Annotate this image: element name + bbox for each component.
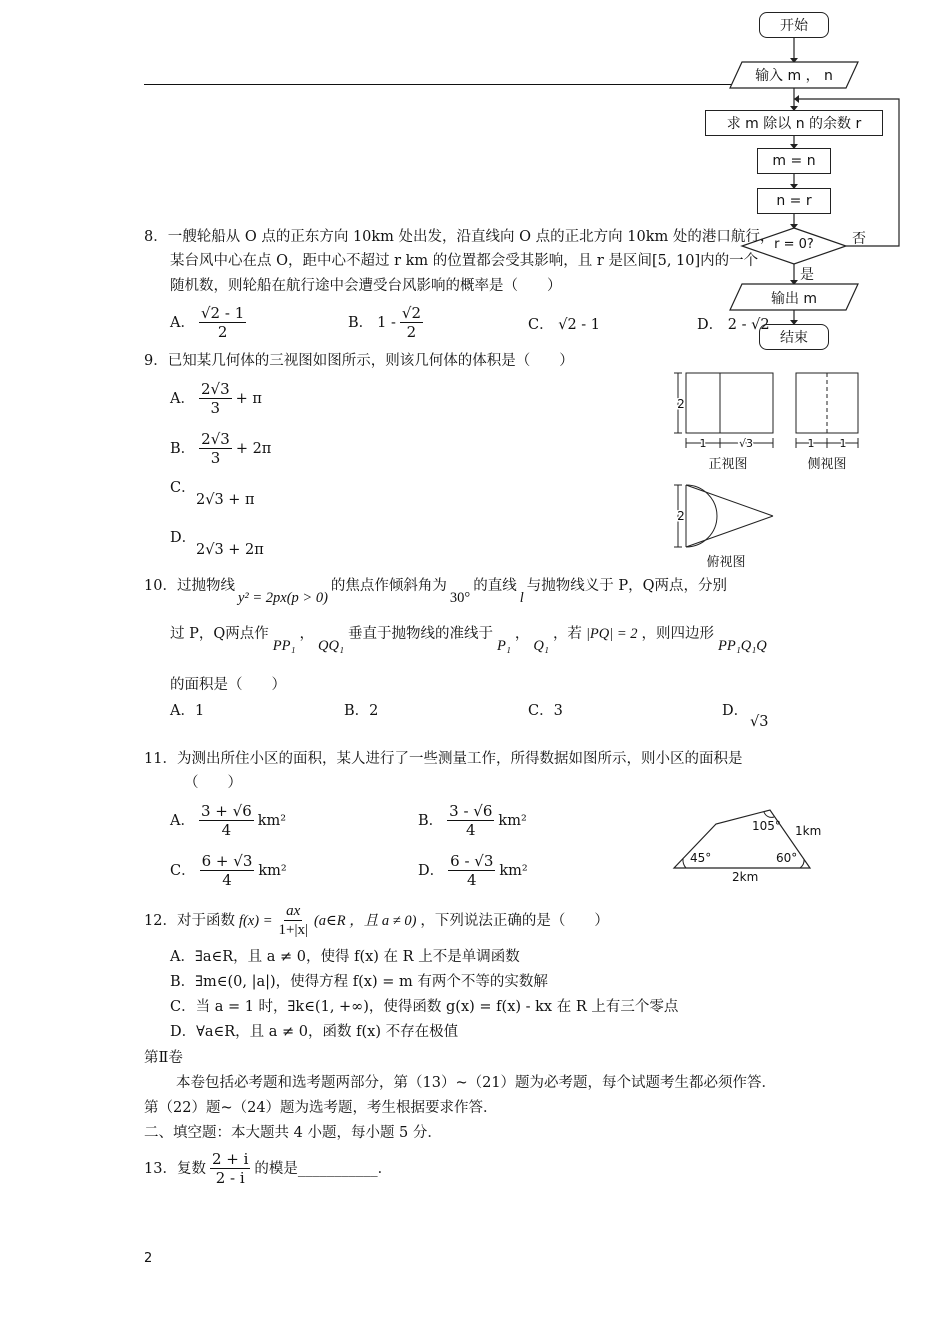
section-fill-in-blank: 二、填空题：本大题共 4 小题，每小题 5 分． (144, 1125, 442, 1141)
q9-option-c: 2√3 + π (196, 492, 255, 508)
q12-stem: 12．对于函数 f(x) = $\frac{ax}{1+|x|}$ (a∈R ，且 a ≠ 0) ，下列说法正确的是（ ） (144, 903, 609, 938)
flowchart-no-label: 否 (852, 231, 866, 247)
flowchart-step-n: n = r (757, 188, 831, 214)
q11-option-b: B． $\frac{3 - √6}{4}$ km² (418, 802, 527, 839)
q11-option-a: A． $\frac{3 + √6}{4}$ km² (170, 802, 287, 839)
q12-option-b: B．∃m∈(0, |a|)，使得方程 f(x) = m 有两个不等的实数解 (170, 974, 548, 990)
q11-option-d-fraction: $\frac{6 - √3}{4}$ (450, 852, 494, 889)
q11-angle-45: 45° (690, 851, 712, 865)
q9-side-width-1b: 1 (839, 437, 847, 450)
flowchart-start: 开始 (759, 12, 829, 38)
flowchart-condition: r = 0? (774, 237, 814, 252)
q10-parabola-eq: y² = 2px(p > 0) (237, 590, 328, 606)
q12-option-d: D．∀a∈R，且 a ≠ 0，函数 f(x) 不存在极值 (170, 1024, 459, 1040)
q8-option-d: D． 2 - √2 (697, 317, 770, 333)
q10-line-l: l (519, 590, 524, 606)
q12-function-fraction: $\frac{ax}{1+|x|}$ (278, 903, 308, 938)
flowchart-output: 输出 m (770, 291, 818, 307)
part2-title: 第Ⅱ卷 (144, 1050, 183, 1066)
q10-option-c: C．3 (528, 703, 563, 719)
q9-three-views (668, 365, 868, 580)
q9-front-width-sqrt3: √3 (738, 437, 754, 450)
q10-option-a: A．1 (170, 703, 205, 719)
q8-line2: 某台风中心在点 O，距中心不超过 r km 的位置都会受其影响，且 r 是区间[5, 10]内的一个 (170, 253, 759, 269)
q11-option-c-fraction: $\frac{6 + √3}{4}$ (201, 852, 253, 889)
q9-front-width-1: 1 (699, 437, 707, 450)
q11-quadrilateral-figure (668, 800, 833, 890)
q9-stem: 9．已知某几何体的三视图如图所示，则该几何体的体积是（ ） (144, 353, 574, 369)
q9-top-view-label: 俯视图 (706, 555, 746, 570)
q9-option-d-label: D． (170, 530, 197, 546)
q10-angle: 30° (449, 590, 471, 606)
q10-line3: 的面积是（ ） (170, 677, 286, 693)
q11-paren: （ ） (184, 775, 242, 791)
q11-angle-105: 105° (752, 819, 781, 833)
q10-option-d-label: D． (722, 703, 749, 719)
q11-option-d: D． $\frac{6 - √3}{4}$ km² (418, 852, 528, 889)
q11-option-b-fraction: $\frac{3 - √6}{4}$ (449, 802, 493, 839)
flowchart-step-remainder: 求 m 除以 n 的余数 r (705, 110, 883, 136)
q11-option-c: C． $\frac{6 + √3}{4}$ km² (170, 852, 287, 889)
q8-line3: 随机数，则轮船在航行途中会遭受台风影响的概率是（ ） (170, 278, 562, 294)
q12-option-a: A．∃a∈R，且 a ≠ 0，使得 f(x) 在 R 上不是单调函数 (170, 949, 520, 965)
q10-option-b: B．2 (344, 703, 379, 719)
q9-option-a-fraction: $\frac{2√3}{3}$ (200, 380, 230, 417)
q8-option-a: A． $\frac{√2 - 1}{2}$ (170, 304, 245, 341)
q10-option-d: √3 (750, 714, 769, 730)
q8-option-a-fraction: $\frac{√2 - 1}{2}$ (200, 304, 245, 341)
q12-option-c: C．当 a = 1 时，∃k∈(1, +∞)，使得函数 g(x) = f(x) - kx 在 R 上有三个零点 (170, 999, 679, 1015)
q13-complex-fraction: $\frac{2 + i}{2 - i}$ (211, 1150, 249, 1187)
q9-top-height: 2 (677, 509, 685, 523)
flowchart-step-m: m = n (757, 148, 831, 174)
q10-line2: 过 P，Q两点作 PP₁ ， QQ₁ 垂直于抛物线的准线于 P₁ ， Q₁ ，若 |PQ| = 2 ，则四边形 PP₁Q₁Q (170, 626, 767, 654)
flowchart-yes-label: 是 (800, 267, 814, 283)
q8-option-b-fraction: $\frac{√2}{2}$ (401, 304, 421, 341)
q9-front-view-label: 正视图 (708, 457, 748, 472)
q11-side-1km: 1km (795, 824, 822, 838)
q11-option-a-fraction: $\frac{3 + √6}{4}$ (200, 802, 252, 839)
q9-side-width-1a: 1 (807, 437, 815, 450)
flowchart-input: 输入 m ， n (755, 68, 833, 84)
part2-desc-1: 本卷包括必考题和选考题两部分，第（13）~（21）题为必考题，每个试题考生都必须作答． (176, 1075, 777, 1091)
q11-stem: 11．为测出所住小区的面积，某人进行了一些测量工作，所得数据如图所示，则小区的面积是 (144, 751, 743, 767)
q13: 13．复数 $\frac{2 + i}{2 - i}$ 的模是___________． (144, 1150, 393, 1187)
q10-line1: 10．过抛物线 y² = 2px(p > 0) 的焦点作倾斜角为 30° 的直线 l 与抛物线义于 P，Q两点，分别 (144, 578, 728, 606)
q9-option-a: A． $\frac{2√3}{3}$ + π (170, 380, 262, 417)
q8-option-b: B． 1 - $\frac{√2}{2}$ (348, 304, 421, 341)
q8-line1: 8．一艘轮船从 O 点的正东方向 10km 处出发，沿直线向 O 点的正北方向 10km 处的港口航行， (144, 229, 775, 245)
q9-side-view-label: 侧视图 (807, 457, 847, 472)
q9-option-d: 2√3 + 2π (196, 542, 264, 558)
q9-option-b-fraction: $\frac{2√3}{3}$ (201, 430, 230, 467)
q9-front-height: 2 (677, 397, 685, 411)
q11-angle-60: 60° (776, 851, 798, 865)
page-number: 2 (144, 1251, 153, 1266)
flowchart-end: 结束 (759, 324, 829, 350)
q8-option-c: C． √2 - 1 (528, 317, 601, 333)
header-rule (144, 84, 744, 85)
part2-desc-2: 第（22）题~（24）题为选考题，考生根据要求作答． (144, 1100, 498, 1116)
q9-option-c-label: C． (170, 480, 196, 496)
q9-option-b: B． $\frac{2√3}{3}$ + 2π (170, 430, 272, 467)
q11-side-2km: 2km (732, 870, 759, 884)
